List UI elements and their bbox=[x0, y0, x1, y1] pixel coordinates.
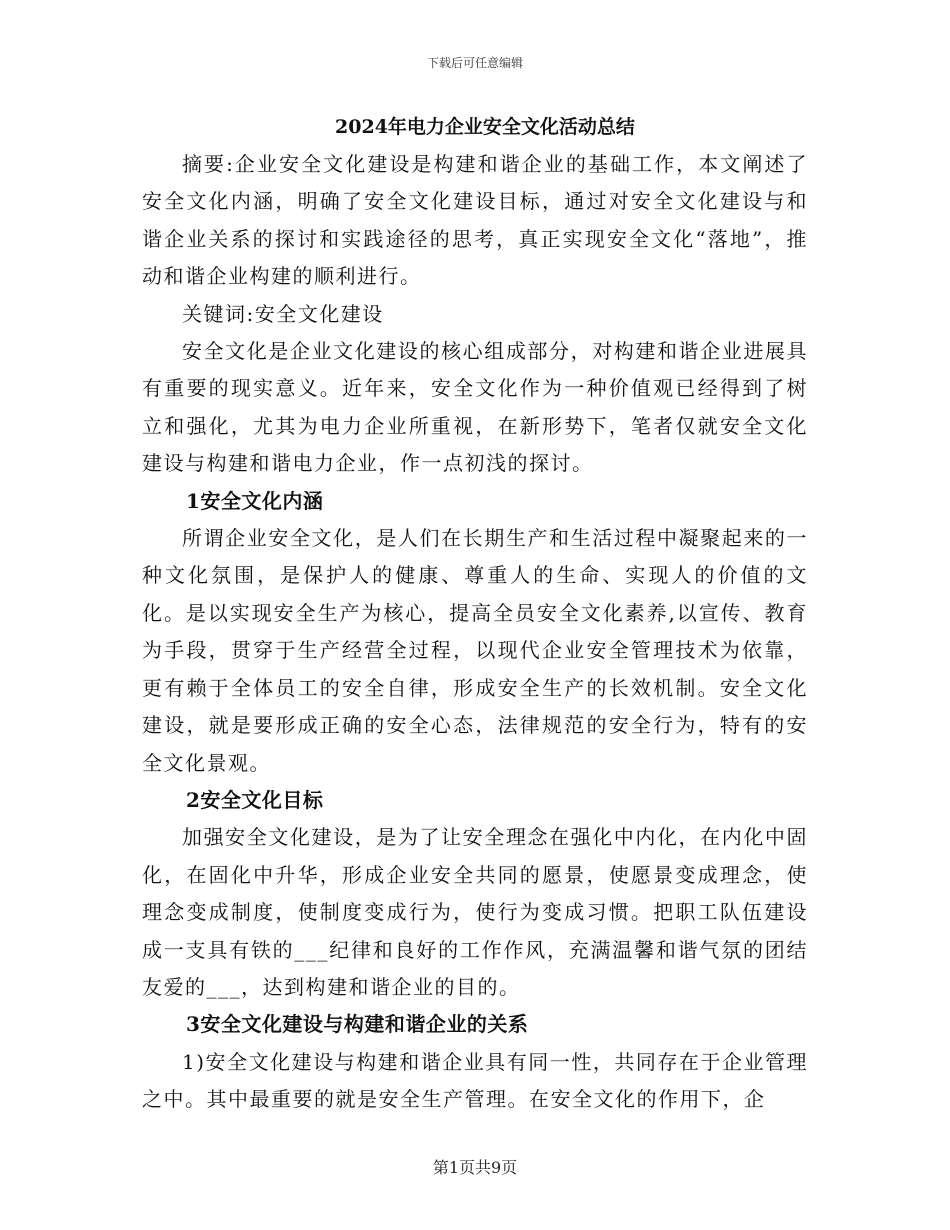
page-number: 第1页共9页 bbox=[432, 1158, 518, 1177]
page-header-note: 下载后可任意编辑 bbox=[426, 56, 523, 70]
intro-paragraph: 安全文化是企业文化建设的核心组成部分，对构建和谐企业进展具有重要的现实意义。近年来，安全文化作为一种价值观已经得到了树立和强化，尤其为电力企业所重视，在新形势下，笔者仅就安全文化建设与构建和谐电力企业，作一点初浅的探讨。 bbox=[142, 339, 808, 476]
section-1-paragraph: 所谓企业安全文化，是人们在长期生产和生活过程中凝聚起来的一种文化氛围，是保护人的健康、尊重人的生命、实现人的价值的文化。是以实现安全生产为核心，提高全员安全文化素养,以宣传、教育为手段，贯穿于生产经营全过程，以现代企业安全管理技术为依靠，更有赖于全体员工的安全自律，形成安全生产的长效机制。安全文化建设，就是要形成正确的安全心态，法律规范的安全行为，特有的安全文化景观。 bbox=[142, 526, 808, 775]
section-2-paragraph: 加强安全文化建设，是为了让安全理念在强化中内化，在内化中固化，在固化中升华，形成企业安全共同的愿景，使愿景变成理念，使理念变成制度，使制度变成行为，使行为变成习惯。把职工队伍建设成一支具有铁的___纪律和良好的工作作风，充满温馨和谐气氛的团结友爱的___，达到构建和谐企业的目的。 bbox=[142, 825, 808, 999]
section-3-paragraph: 1)安全文化建设与构建和谐企业具有同一性，共同存在于企业管理之中。其中最重要的就是安全生产管理。在安全文化的作用下，企 bbox=[142, 1049, 808, 1112]
document-title: 2024年电力企业安全文化活动总结 bbox=[335, 116, 635, 138]
abstract-paragraph: 摘要:企业安全文化建设是构建和谐企业的基础工作，本文阐述了安全文化内涵，明确了安全文化建设目标，通过对安全文化建设与和谐企业关系的探讨和实践途径的思考，真正实现安全文化“落地”，推动和谐企业构建的顺利进行。 bbox=[142, 152, 808, 289]
document-body bbox=[142, 108, 808, 1119]
section-2-heading: 2安全文化目标 bbox=[186, 787, 324, 812]
section-3-heading: 3安全文化建设与构建和谐企业的关系 bbox=[186, 1012, 529, 1037]
keywords-paragraph: 关键词:安全文化建设 bbox=[182, 301, 384, 326]
section-1-heading: 1安全文化内涵 bbox=[186, 488, 324, 513]
